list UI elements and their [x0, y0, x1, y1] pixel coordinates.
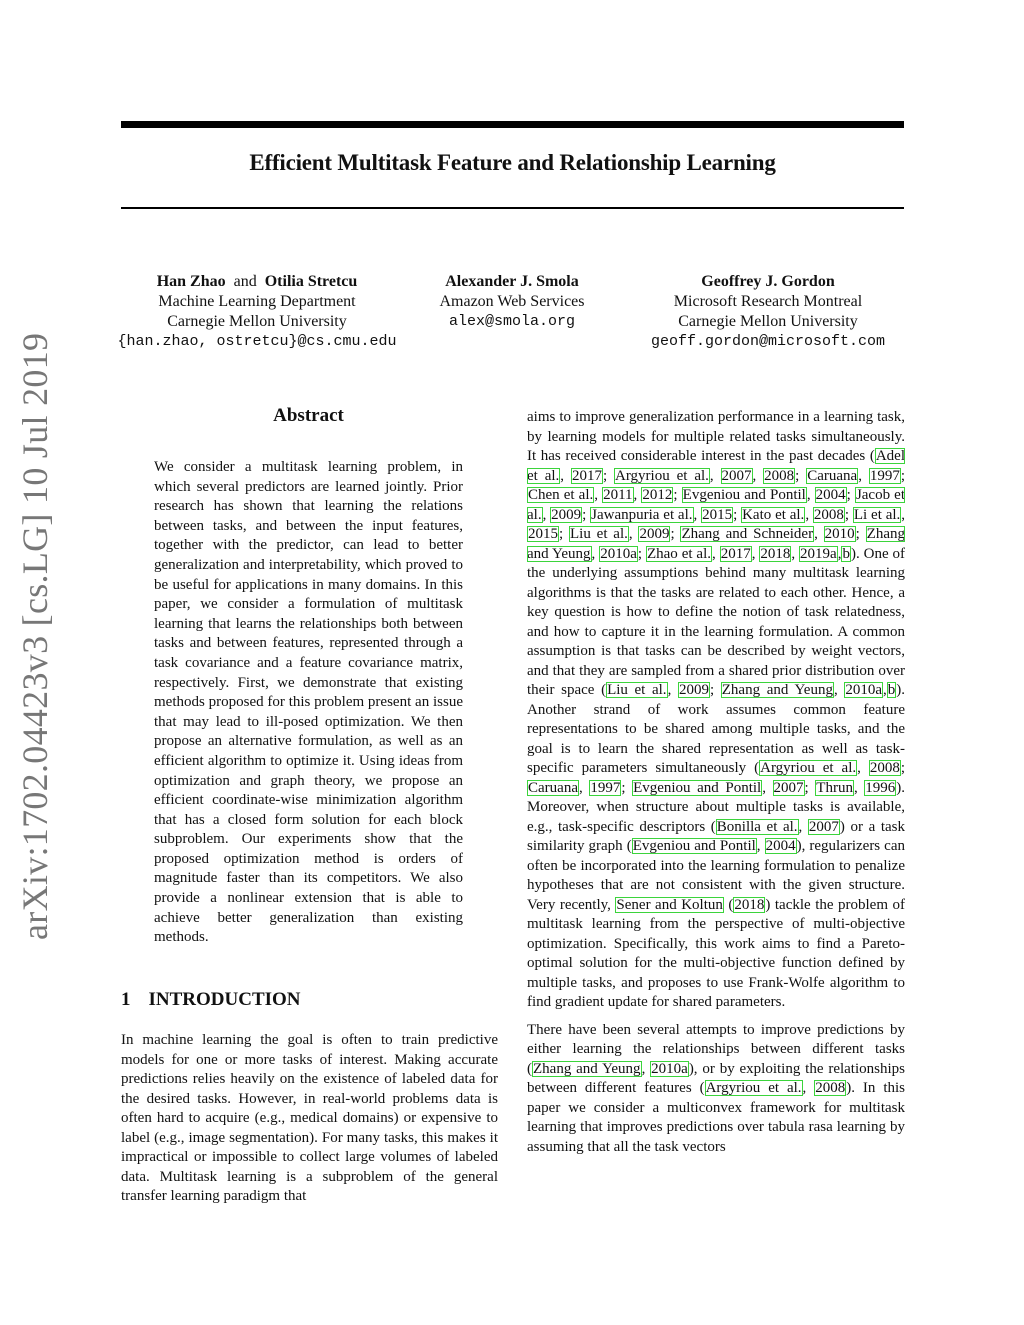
title-rule-bottom — [121, 207, 904, 209]
citation-link[interactable]: 2010 — [824, 526, 855, 542]
citation-link[interactable]: Argyriou et al. — [760, 760, 857, 776]
citation-link[interactable]: Zhang and Yeung — [533, 1060, 641, 1077]
citation-link[interactable]: 2017 — [720, 545, 751, 562]
citation-link[interactable]: Jawanpuria et al. — [591, 506, 693, 523]
citation-link[interactable]: Jacob et al. — [527, 487, 906, 523]
citation-link[interactable]: Caruana — [528, 779, 578, 796]
author-email: geoff.gordon@microsoft.com — [650, 333, 886, 350]
body-text: ). Another strand of work assumes common feature representations to be shared among multiple tasks, and the goal is to learn the shared representation as well as task-specific parameters simultaneously ( — [527, 682, 906, 776]
citation-link[interactable]: Zhao et al. — [646, 545, 712, 562]
citation-link[interactable]: 1997 — [869, 467, 900, 484]
citation-link[interactable]: Zhang and Schneider — [681, 526, 814, 542]
citation-link[interactable]: 2018 — [734, 896, 765, 913]
section-number: 1 — [121, 989, 131, 1010]
author-name: Han Zhao — [156, 273, 226, 290]
citation-link[interactable]: 2010a — [845, 682, 883, 698]
author-email: {han.zhao, ostretcu}@cs.cmu.edu — [117, 333, 397, 350]
body-text: tackle the problem of multitask learning from the perspective of multi-objective optimization. Specifically, this work aims to find a Pareto-optimal solution for the multi-objective function defined by multiple tasks, and proposes to use Frank-Wolfe algorithm to find gradient update for shared parameters. — [527, 896, 905, 1010]
citation-link[interactable]: b — [887, 682, 896, 698]
author-block-smola — [412, 272, 612, 332]
citation-link[interactable]: b — [842, 545, 850, 562]
citation-link[interactable]: Argyriou et al. — [615, 467, 709, 484]
author-name: Alexander J. Smola — [445, 273, 579, 290]
abstract-heading: Abstract — [273, 405, 344, 426]
author-separator: and — [233, 273, 257, 290]
author-block-gordon — [624, 272, 912, 352]
citation-link[interactable]: Liu et al. — [607, 682, 667, 698]
citation-link[interactable]: 2008 — [813, 506, 844, 523]
citation-link[interactable]: 2018 — [760, 545, 791, 562]
abstract-text: We consider a multitask learning problem, in which several predictors are learned jointly. Prior research has shown that learning the relations between tasks, and between the input features, together with the predictor, can lead to better generalization and interpretability, which proved to be useful for applications in many domains. In this paper, we consider a formulation of multitask learning that learns the relationships both between tasks and between features, represented through a task covariance and a feature covariance matrix, respectively. First, we demonstrate that existing methods proposed for this problem present an issue that may lead to ill-posed optimization. We then propose an alternative formulation, as well as an efficient algorithm to optimize it. Using ideas from optimization and graph theory, we propose an efficient coordinate-wise minimization algorithm that has a closed form solution for each block subproblem. Our experiments show that the proposed optimization method is orders of magnitude faster than its competitors. We also provide a nonlinear extension that is able to achieve better generalization than existing methods. — [154, 459, 463, 946]
citation-link[interactable]: 2007 — [721, 467, 752, 484]
title-rule-top — [121, 121, 904, 128]
body-text: ), regularizers can often be incorporated into the learning formulation to penalize hypotheses that are not consistent with the given structure. Very recently, — [527, 838, 905, 913]
section-title: INTRODUCTION — [148, 989, 301, 1010]
author-affiliation: Carnegie Mellon University — [678, 313, 858, 330]
paper-title: Efficient Multitask Feature and Relationship Learning — [249, 150, 776, 175]
intro-paragraph-left: In machine learning the goal is often to train predictive models for one or more tasks of interest. Making accurate predictions relies heavily on the existence of labeled data for the desired tasks. However, in real-world problems data is often hard to acquire (e.g., medical domains) or expensive to label (e.g., image segmentation). For many tasks, this makes it impractical or impossible to collect large volumes of labeled data. Multitask learning is a subproblem of the general transfer learning paradigm that — [121, 1032, 498, 1204]
citation-link[interactable]: 2015 — [528, 526, 558, 542]
intro-column-right — [527, 408, 905, 1157]
citation-link[interactable]: 2008 — [815, 1080, 846, 1096]
body-text: aims to improve generalization performance in a learning task, by learning models for multiple related tasks simultaneously. It has received considerable interest in the past decades ( — [527, 409, 905, 464]
citation-link[interactable]: Caruana — [807, 467, 858, 484]
body-text: ). Moreover, when structure about multiple tasks is available, e.g., task-specific descriptors ( — [527, 779, 906, 835]
citation-link[interactable]: Adel et al. — [527, 448, 905, 484]
citation-link[interactable]: 2015 — [702, 506, 733, 523]
author-name: Otilia Stretcu — [264, 273, 358, 290]
body-text: ) or a task similarity graph ( — [527, 818, 905, 854]
citation-link[interactable]: 2009 — [551, 506, 582, 523]
citation-link[interactable]: Sener and Koltun — [616, 896, 723, 913]
citation-link[interactable]: Liu et al. — [570, 526, 628, 542]
author-block-zhao-stretcu — [98, 272, 416, 352]
author-affiliation: Microsoft Research Montreal — [673, 293, 863, 310]
arxiv-identifier: arXiv:1702.04423v3 [cs.LG] 10 Jul 2019 — [15, 332, 55, 940]
citation-link[interactable]: 2009 — [639, 526, 670, 542]
citation-link[interactable]: 2008 — [869, 760, 900, 776]
citation-link[interactable]: Bonilla et al. — [716, 818, 798, 835]
citation-link[interactable]: Evgeniou and Pontil — [632, 838, 756, 854]
author-affiliation: Carnegie Mellon University — [167, 313, 347, 330]
author-affiliation: Amazon Web Services — [439, 293, 585, 310]
citation-link[interactable]: 2010a — [651, 1060, 688, 1077]
citation-link[interactable]: Chen et al. — [528, 487, 594, 503]
intro-paragraph-right-2: There have been several attempts to improve predictions by either learning the relationships between different tasks (Zhang and Yeung, 2010a), or by exploiting the relationships between different features (Argyriou et al., 2008). In this paper we consider a multiconvex framework for multitask learning that improves predictions over tabula rasa learning by assuming that all the task vectors — [527, 1021, 905, 1155]
citation-link[interactable]: 1996 — [865, 779, 896, 796]
author-affiliation: Machine Learning Department — [158, 293, 356, 310]
citation-link[interactable]: 2004 — [765, 838, 796, 854]
citation-link[interactable]: 2009 — [678, 682, 709, 698]
intro-paragraph-right-1: aims to improve generalization performance in a learning task, by learning models for multiple related tasks simultaneously. It has received considerable interest in the past decades (Adel et al., 2017; Argyriou et al., 2007, 2008; Caruana, 1997; Chen et al., 2011, 2012; Evgeniou and Pontil, 2004; Jacob et al., 2009; Jawanpuria et al., 2015; Kato et al., 2008; Li et al., 2015; Liu et al., 2009; Zhang and Schneider, 2010; Zhang and Yeung, 2010a; Zhao et al., 2017, 2018, 2019a,b). One of the underlying assumptions behind many multitask learning algorithms is that the tasks are related to each other. Hence, a key question is how to define the notion of task relatedness, and how to capture it in the learning formulation. A common assumption is that tasks can be described by weight vectors, and that they are sampled from a shared prior distribution over their space (Liu et al., 2009; Zhang and Yeung, 2010a,b). Another strand of work assumes common feature representations to be shared among multiple tasks, and the goal is to learn the shared representation as well as task-specific parameters simultaneously (Argyriou et al., 2008; Caruana, 1997; Evgeniou and Pontil, 2007; Thrun, 1996). Moreover, when structure about multiple tasks is available, e.g., task-specific descriptors (Bonilla et al., 2007) or a task similarity graph (Evgeniou and Pontil, 2004), regularizers can often be incorporated into the learning formulation to penalize hypotheses that are not consistent with the given structure. Very recently, Sener and Koltun (2018) tackle the problem of multitask learning from the perspective of multi-objective optimization. Specifically, this work aims to find a Pareto-optimal solution for the multi-objective function defined by multiple tasks, and proposes to use Frank-Wolfe algorithm to find gradient update for shared parameters. — [527, 409, 906, 1010]
citation-link[interactable]: Kato et al. — [742, 506, 805, 523]
author-email: alex@smola.org — [448, 313, 576, 330]
citation-link[interactable]: 2004 — [815, 487, 846, 503]
citation-link[interactable]: 2007 — [773, 779, 804, 796]
citation-link[interactable]: Evgeniou and Pontil — [682, 487, 806, 503]
author-name: Geoffrey J. Gordon — [701, 273, 835, 290]
section-heading-introduction — [121, 989, 496, 1011]
body-text: There have been several attempts to improve predictions by either learning the relationships between different tasks ( — [527, 1021, 905, 1077]
citation-link[interactable]: Zhang and Yeung — [527, 526, 905, 562]
citation-link[interactable]: 2012 — [642, 487, 673, 503]
citation-link[interactable]: Argyriou et al. — [705, 1080, 802, 1096]
citation-link[interactable]: 2008 — [764, 467, 795, 484]
citation-link[interactable]: 2017 — [571, 467, 602, 484]
citation-link[interactable]: 2011 — [603, 487, 633, 503]
citation-link[interactable]: 2007 — [808, 818, 839, 835]
citation-link[interactable]: Li et al. — [853, 506, 901, 523]
body-text: ). In this paper we consider a multiconvex framework for multitask learning that improves predictions over tabula rasa learning by assuming that all the task vectors — [527, 1080, 905, 1155]
citation-link[interactable]: Zhang and Yeung — [721, 682, 833, 698]
body-text: ). One of the underlying assumptions behind many multitask learning algorithms is that the tasks are related to each other. Hence, a key question is how to define the notion of task relatedness, and how to capture it in the learning formulation. A common assumption is that tasks can be described by weight vectors, and that they are sampled from a shared prior distribution over their space ( — [527, 545, 906, 698]
citation-link[interactable]: 2010a — [600, 545, 637, 562]
citation-link[interactable]: 2019a — [800, 545, 837, 562]
body-text: ), or by exploiting the relationships between different features ( — [527, 1060, 905, 1096]
citation-link[interactable]: Thrun — [816, 779, 853, 796]
citation-link[interactable]: 1997 — [590, 779, 621, 796]
citation-link[interactable]: Evgeniou and Pontil — [633, 779, 762, 796]
